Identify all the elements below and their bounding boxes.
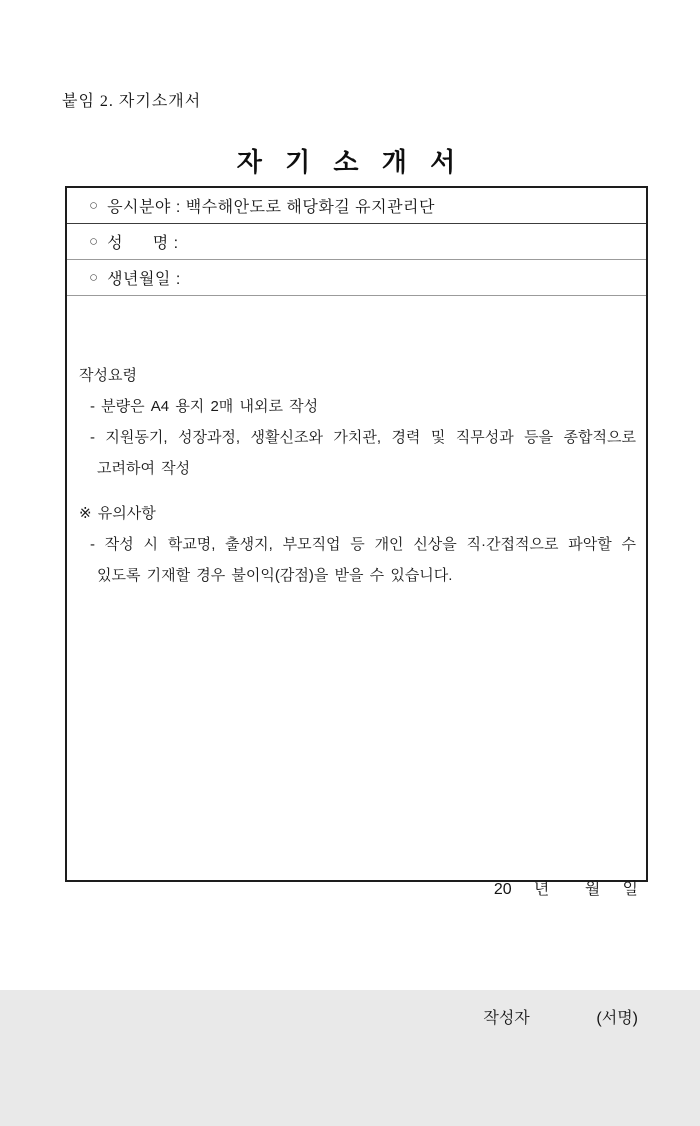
field-label-birthdate: 생년월일 : [107, 271, 186, 288]
page-title: 자 기 소 개 서 [236, 147, 464, 177]
guideline-item: - 지원동기, 성장과정, 생활신조와 가치관, 경력 및 직무성과 등을 종합적으로 [90, 429, 636, 446]
guideline-item-continuation: 고려하여 작성 [97, 460, 191, 477]
guidelines-heading: 작성요령 [79, 367, 137, 384]
attachment-label: 붙임 2. 자기소개서 [62, 93, 202, 110]
circle-bullet-icon: ○ [89, 197, 99, 214]
notice-heading: ※ 유의사항 [79, 505, 156, 522]
field-row-birthdate [67, 260, 646, 296]
form-box [65, 186, 648, 1027]
circle-bullet-icon: ○ [89, 269, 99, 286]
form-body [67, 296, 646, 1027]
signature-block [483, 782, 638, 1126]
guideline-item: - 분량은 A4 용지 2매 내외로 작성 [90, 398, 319, 415]
field-label-name: 성 명 : [107, 235, 184, 252]
date-line: 20 년 월 일 [493, 881, 638, 898]
field-label-category: 응시분야 : 백수해안도로 해당화길 유지관리단 [107, 199, 435, 216]
notice-item-continuation: 있도록 기재할 경우 불이익(감점)을 받을 수 있습니다. [97, 567, 453, 584]
circle-bullet-icon: ○ [89, 233, 99, 250]
notice-item: - 작성 시 학교명, 출생지, 부모직업 등 개인 신상을 직·간접적으로 파악할 수 [90, 536, 636, 553]
spacer [79, 484, 636, 498]
signature-line: 작성자 (서명) [483, 1010, 638, 1027]
field-row-category [67, 188, 646, 224]
field-row-name [67, 224, 646, 260]
